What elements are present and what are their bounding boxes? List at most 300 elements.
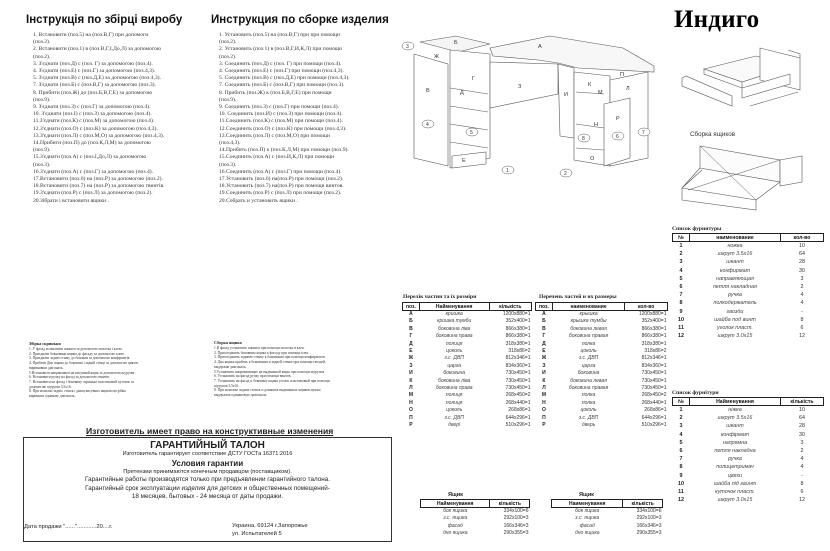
table-cell: 268х440=1 <box>641 399 667 406</box>
table-cell: з.с. ДВП <box>578 355 599 362</box>
column-header: кількість <box>490 500 530 508</box>
table-cell: 4 <box>679 267 683 274</box>
note-line: 4. Дно ящика прибить к боковинам и задней стенке при помощи гвоздей, <box>214 360 326 365</box>
table-cell: 866х380=1 <box>641 333 667 340</box>
note-line: 6. Встановити ручку на фасад за допомогою гвинтів. <box>29 375 110 380</box>
svg-text:2: 2 <box>564 171 567 177</box>
table-cell: З <box>409 362 413 369</box>
table-cell: 292х100=3 <box>503 515 529 522</box>
table-cell: 318х86=2 <box>644 348 667 355</box>
table-cell: 4 <box>800 292 804 299</box>
svg-text:1: 1 <box>506 168 509 174</box>
table-cell: П <box>542 414 546 421</box>
table-cell: И <box>409 370 413 377</box>
instruction-step: 2. Установить (поз.1) в (поз.В,Г,И,К,Л) при помощи <box>219 46 343 53</box>
drawer-assembly-caption: Сборка ящиков <box>690 131 736 138</box>
instruction-step: 4. Соединить (поз.Е) с (поз.Г) при помощи (поз.4,3). <box>219 68 344 75</box>
table-row <box>552 515 663 522</box>
instruction-step: (поз.2). <box>219 53 237 60</box>
table-row <box>536 400 668 407</box>
table-cell: Р <box>542 422 546 429</box>
ru-drawer-notes <box>214 346 330 398</box>
table-cell: шкрут 3.5х16 <box>717 251 753 258</box>
table-cell: 2 <box>800 284 804 291</box>
instruction-step: 8. Прибить (поз.Ж) к (поз.Б,В,Г,Е) при помощи <box>219 89 332 96</box>
column-header: кількість <box>489 303 531 311</box>
table-cell: 10 <box>678 480 684 487</box>
table-row <box>673 472 824 480</box>
table-cell: 12 <box>799 333 805 340</box>
table-cell: 730х450=1 <box>505 385 531 392</box>
table-cell: 3 <box>679 259 683 266</box>
table-row <box>536 415 668 422</box>
table-cell: з.с. ящика <box>575 515 600 522</box>
table-cell: Б <box>542 318 546 325</box>
table-cell: царга <box>581 362 596 369</box>
ru-drawer-table-title: Ящик <box>579 492 594 498</box>
drawer-exploded-diagram <box>672 44 822 119</box>
ru-instructions-steps <box>219 32 350 205</box>
table-row <box>673 439 824 447</box>
table-cell: 318х86=2 <box>508 348 531 355</box>
svg-text:Е: Е <box>462 158 466 164</box>
table-cell: боковина левая <box>570 377 607 384</box>
table-cell: 3 <box>800 275 804 282</box>
ua-parts-title: Перелік частин та їх розміри <box>403 294 477 300</box>
table-cell: полиця <box>445 399 463 406</box>
table-cell: шайба под винт <box>714 316 756 323</box>
table-cell: направляющая <box>716 275 754 282</box>
table-cell: 730х450=1 <box>505 377 531 384</box>
table-cell: 318х380=1 <box>505 340 531 347</box>
table-cell: 10 <box>799 407 805 413</box>
table-row <box>673 332 824 340</box>
svg-text:Л: Л <box>626 86 630 92</box>
instruction-step: 1. Установить (поз.5) на (поз.В,Г) при при помощи <box>219 32 340 38</box>
table-cell: боковина <box>577 370 600 377</box>
table-cell: 6 <box>679 448 683 455</box>
table-cell: боковина ліва <box>438 325 471 332</box>
column-header: кол-во <box>781 234 824 242</box>
instruction-step: 15.Соединить (поз.А) с (поз.И,К,Л) при помощи <box>219 154 335 161</box>
svg-text:А: А <box>538 44 542 50</box>
table-cell: 6 <box>800 325 804 332</box>
column-header: Найменування <box>419 303 489 311</box>
table-row <box>552 508 663 516</box>
table-cell: 2 <box>679 415 683 422</box>
column-header: наименование <box>690 234 781 242</box>
table-cell: Н <box>409 399 413 406</box>
column-header: поз. <box>536 303 553 311</box>
table-cell: полка <box>581 399 596 406</box>
instruction-step: 3. З'єднати (поз.Д) с (поз. Г) за допомогою (поз.4). <box>33 60 153 67</box>
table-row <box>536 311 668 319</box>
brand-title: Индиго <box>674 6 760 33</box>
table-cell: полицетримач <box>716 464 754 471</box>
desk-assembly-diagram <box>398 8 656 178</box>
part-z-shape <box>490 62 558 108</box>
table-row <box>421 515 530 522</box>
table-cell: цоколь <box>446 407 463 414</box>
note-line: шурупов 3,5х16. <box>214 383 240 388</box>
table-cell: 812х346=1 <box>641 355 667 362</box>
note-line: 1. У фасад встановити шканти за допомогою молотка і клею. <box>29 347 123 351</box>
ru-hardware-table <box>672 233 824 340</box>
table-row <box>536 385 668 392</box>
note-line: 6. Установить на фасад ручку при помощи винтов. <box>214 374 292 379</box>
note-line: вирівнявши діагональ. <box>29 365 64 370</box>
warranty-line: Гарантийный срок эксплуатации изделия для детских и общественных помещений- <box>85 484 330 492</box>
ua-drawer-notes-title: Збірка скриньки <box>29 341 61 346</box>
column-header: кол-во <box>625 303 668 311</box>
table-cell: 334х100=6 <box>503 508 529 514</box>
table-cell: царга <box>447 362 462 369</box>
table-row <box>673 250 824 258</box>
column-header: Наименування <box>552 500 623 508</box>
table-row <box>536 318 668 325</box>
table-row <box>673 480 824 488</box>
column-header: кількість <box>623 500 663 508</box>
table-cell: 166х346=3 <box>636 522 662 529</box>
table-cell: боковина права <box>435 333 473 340</box>
table-cell: 8 <box>800 316 804 323</box>
ua-hardware-table <box>672 397 824 504</box>
table-row <box>536 348 668 355</box>
table-cell: О <box>542 407 546 414</box>
table-cell: 5 <box>679 275 683 282</box>
table-cell: 1200х880=1 <box>638 311 667 317</box>
table-cell: 28 <box>799 423 805 430</box>
instruction-step: 9. З'єднати (поз.З) с (поз.Г) за допомогою (поз.4). <box>33 104 151 111</box>
instruction-step: 16.Соединить (поз.А) с (поз.Г) при помощи (поз.4). <box>219 168 342 175</box>
instruction-step: 12.Соединить (поз.О) с (поз.К) при помощи (поз.4,3). <box>219 125 347 132</box>
table-cell: 8 <box>679 300 683 307</box>
note-line: 8. При монтаже задних стенок и донышек выдвижных ящиков нужно <box>214 388 321 393</box>
table-cell: 510х296=1 <box>505 422 531 429</box>
table-row <box>673 414 824 422</box>
table-cell: 2 <box>800 448 804 455</box>
instruction-step: 5. З'єднати (поз.В) с (поз.Д,Е) за допомогою (поз.4,3). <box>33 75 161 82</box>
note-line: 3. Приєднати задню стінку до боковин за допомогою конфірматів. <box>29 356 131 361</box>
instruction-step: 19.Соединить (поз.Р) с (поз.Л) при помощи (поз.2). <box>219 190 342 197</box>
table-cell: шкрут 3.0х15 <box>717 333 753 340</box>
column-header: Найменування <box>690 398 781 406</box>
table-row <box>403 326 532 333</box>
instruction-step: (поз.9). <box>33 147 51 154</box>
table-cell: 644х296=1 <box>505 414 531 421</box>
table-cell: полиця <box>445 340 463 347</box>
note-line: вирівняти однакову діагональ . <box>29 394 77 399</box>
table-cell: 834х360=1 <box>641 362 667 369</box>
warranty-standard: Изготовитель гарантирует соответствие ДСТУ ГОСТа 16371:2016 <box>122 451 293 457</box>
table-cell: Н <box>542 399 546 406</box>
table-cell: А <box>542 311 546 317</box>
instruction-step: 10. З'єднати (поз.І) с (поз.З) за допомогою (поз.4). <box>33 111 152 118</box>
table-row <box>403 415 532 422</box>
table-row <box>673 496 824 504</box>
table-cell: 10 <box>799 243 805 249</box>
column-header: кількість <box>781 398 824 406</box>
table-cell: полка <box>581 392 596 399</box>
table-row <box>673 488 824 496</box>
table-row <box>536 392 668 399</box>
table-cell: Е <box>542 348 546 355</box>
svg-text:К: К <box>588 82 592 88</box>
table-row <box>673 447 824 455</box>
table-cell: Г <box>409 333 413 340</box>
table-cell: 334х100=6 <box>636 508 662 514</box>
table-row <box>673 291 824 299</box>
table-cell: уголок пласт. <box>717 325 753 332</box>
ua-instructions-steps <box>33 32 165 205</box>
note-line: выдержав диагональ. <box>214 364 247 369</box>
table-cell: 1200х880=1 <box>502 311 531 317</box>
part-i-shape <box>558 64 574 138</box>
instruction-step: (поз.9). <box>33 96 51 103</box>
table-row <box>552 523 663 530</box>
table-row <box>403 341 532 348</box>
table-row <box>536 378 668 385</box>
table-cell: 268х86=1 <box>644 407 667 414</box>
instruction-step: 11.Соединить (поз.К) с (поз.М) при помощи (поз.4). <box>219 118 343 125</box>
table-cell: ручка <box>728 456 742 463</box>
table-row <box>403 400 532 407</box>
svg-text:О: О <box>590 156 595 162</box>
table-cell: фасад <box>579 522 595 529</box>
table-cell: полкодержатель <box>713 300 757 307</box>
table-cell: з.с. ящика <box>443 515 468 522</box>
warranty-title: ГАРАНТИЙНЫЙ ТАЛОН <box>150 440 265 451</box>
table-row <box>673 308 824 316</box>
table-cell: 290х355=3 <box>636 530 662 537</box>
table-cell: ручка <box>728 292 742 299</box>
table-cell: 866х380=1 <box>505 333 531 340</box>
table-row <box>673 431 824 439</box>
table-row <box>536 363 668 370</box>
note-line: 7. Установить на фасад и боковину ящика уголок пластиковый при помощи <box>214 378 330 383</box>
ua-hardware-title: Список фурнітури <box>672 390 719 396</box>
instruction-step: 18.Встановити (поз.7) на (поз.Р) за допомогою гвинтів. <box>33 183 165 190</box>
table-row <box>536 333 668 340</box>
note-line: 8. При монтажі задніх стінок і днищ висувних ящиків потрібно <box>29 389 127 394</box>
table-cell: боковина правая <box>568 333 609 340</box>
table-cell: 11 <box>678 489 684 496</box>
ru-parts-title: Перечень частей и их размеры <box>539 294 617 300</box>
table-row <box>536 326 668 333</box>
instruction-step: 4. З'єднати (поз.Е) с (поз.Г) за допомогою (поз.4,3). <box>33 68 156 75</box>
table-cell: 64 <box>799 415 805 422</box>
instruction-step: (поз.4,3). <box>219 140 241 147</box>
table-cell: 11 <box>678 325 684 332</box>
table-row <box>536 407 668 414</box>
ru-instructions-title: Инструкция по сборке изделия <box>211 14 389 26</box>
svg-text:5: 5 <box>470 130 473 136</box>
column-header: поз. <box>403 303 420 311</box>
table-cell: боковина правая <box>568 385 609 392</box>
table-cell: В <box>409 325 413 332</box>
table-row <box>403 311 532 319</box>
table-cell: 9 <box>679 472 683 479</box>
table-row <box>403 363 532 370</box>
svg-text:8: 8 <box>582 136 585 142</box>
table-cell: 12 <box>678 497 684 504</box>
table-cell: кришка тумби <box>437 318 472 325</box>
table-cell: цвяхи <box>727 472 743 479</box>
table-cell: Е <box>409 348 413 355</box>
instruction-step: 14.Прибить (поз.П) к (поз.К,Л,М) при помощи (поз.9). <box>219 147 349 154</box>
table-row <box>403 348 532 355</box>
ru-drawer-table <box>551 499 663 538</box>
svg-text:П: П <box>620 72 624 78</box>
table-row <box>673 299 824 307</box>
table-cell: боковина ліва <box>438 377 471 384</box>
table-cell: 12 <box>678 333 684 340</box>
table-cell: дверь <box>581 422 596 429</box>
table-cell: Р <box>409 422 413 429</box>
instruction-step: 11.З'єднати (поз.К) с (поз.М) за допомогою (поз.4). <box>33 118 155 125</box>
table-cell: цоколь <box>446 348 463 355</box>
manufacturer-address <box>232 522 308 538</box>
table-row <box>673 283 824 291</box>
ua-instructions-title: Інструкція по збірці виробу <box>26 14 183 26</box>
table-cell: Д <box>542 340 546 347</box>
table-cell: конфирмат <box>719 267 751 274</box>
svg-text:6: 6 <box>616 134 619 140</box>
table-cell: 4 <box>800 456 804 463</box>
table-row <box>673 324 824 332</box>
svg-text:М: М <box>598 90 603 96</box>
warranty-conditions-title: Условия гарантии <box>171 458 244 468</box>
svg-text:Р: Р <box>616 116 620 122</box>
table-row <box>403 385 532 392</box>
ua-parts-table <box>402 302 532 430</box>
table-cell: В <box>542 325 546 332</box>
table-cell: И <box>542 370 546 377</box>
svg-text:З: З <box>518 84 522 90</box>
table-cell: 12 <box>799 497 805 504</box>
table-cell: 510х296=1 <box>641 422 667 429</box>
svg-text:4: 4 <box>426 122 429 128</box>
svg-text:Г: Г <box>472 76 475 82</box>
instruction-step: (поз.9). <box>219 96 237 103</box>
table-cell: 292х100=3 <box>636 515 662 522</box>
note-line: 7. Встановити на фасад і боковину скринька пластиковий куточок за <box>29 379 134 384</box>
table-cell: боковина <box>443 370 466 377</box>
instruction-step: (поз.2). <box>33 53 51 60</box>
table-cell: 1 <box>679 407 683 413</box>
note-line: выдержать одинаковую диагональ. <box>214 393 268 398</box>
table-cell: Б <box>409 318 413 325</box>
ru-hardware-title: Список фурнитуры <box>672 226 722 232</box>
table-cell: ніжка <box>728 407 742 413</box>
table-cell: 8 <box>679 464 683 471</box>
table-cell: 28 <box>799 259 805 266</box>
note-line: 5.Встановити направляючі на висувний ящик за допомогою шурупів . <box>29 370 137 375</box>
ru-parts-table <box>535 302 668 430</box>
table-cell: полка <box>581 340 596 347</box>
instruction-step: 8. Прибити (поз.Ж) до (поз.Б,В,Г,Е) за допомогою <box>33 89 153 96</box>
table-row <box>673 242 824 251</box>
table-cell: шкрут 3.0х15 <box>717 497 753 504</box>
drawer-assembly-diagram <box>680 142 820 212</box>
instruction-step: 17.Установить (поз.6) на(поз.Р) при помощи (поз.2). <box>219 176 344 183</box>
svg-text:В: В <box>426 88 430 94</box>
instruction-step: 19.З'єднати (поз.Р) с (поз.Л) за допомогою (поз.2). <box>33 190 153 197</box>
instruction-step: 5. Соединить (поз.В) с (поз.Д,Е) при помощи (поз.4,3). <box>219 75 350 82</box>
note-line: 2. Присоединить боковины ящика к фасаду при помощи клея. <box>214 350 309 355</box>
table-cell: напрямна <box>722 439 748 446</box>
table-cell: Л <box>542 385 546 392</box>
table-cell: шайба під гвинт <box>713 480 757 487</box>
table-cell: М <box>541 392 547 399</box>
instruction-step: 20.Зібрати і встановити ящики . <box>33 197 109 204</box>
table-cell: ножка <box>727 243 743 249</box>
warranty-card <box>23 437 392 542</box>
instruction-step: (поз.3). <box>219 161 237 168</box>
table-row <box>403 422 532 429</box>
table-cell: - <box>801 308 803 315</box>
table-cell: - <box>801 472 803 479</box>
table-row <box>673 455 824 463</box>
table-cell: з.с. ДВП <box>444 355 464 362</box>
table-cell: А <box>409 311 413 317</box>
svg-text:7: 7 <box>642 130 645 136</box>
table-cell: 268х440=1 <box>505 399 531 406</box>
table-cell: 290х355=3 <box>503 530 529 537</box>
table-cell: шкант <box>726 259 744 266</box>
table-row <box>403 378 532 385</box>
instruction-step: 10. Соединить (поз.И) с (поз.З) при помощи (поз.4). <box>219 111 343 118</box>
table-cell: шкант <box>726 423 744 430</box>
table-row <box>673 258 824 266</box>
table-cell: 64 <box>799 251 805 258</box>
table-cell: конфірмат <box>720 431 750 438</box>
note-line: 4. Прибити Дно ящика до боковині і задній стінці за допомогою цвяхів, <box>29 361 139 366</box>
table-cell: 812х346=1 <box>505 355 531 362</box>
table-cell: К <box>409 377 413 384</box>
column-header: наименование <box>552 303 624 311</box>
table-cell: 1 <box>679 243 683 249</box>
table-cell: 352х400=1 <box>641 318 667 325</box>
table-cell: з.с. ДВП <box>444 414 464 421</box>
table-row <box>421 523 530 530</box>
table-cell: 4 <box>800 300 804 307</box>
table-row <box>403 392 532 399</box>
table-cell: цоколь <box>580 348 597 355</box>
table-cell: боковина левая <box>570 325 607 332</box>
instruction-step: 16.З'єднати (поз.А) с (поз.Г) за допомогою (поз.4). <box>33 168 154 175</box>
note-line: 5.Установить направляющие на выдвижной ящик при помощи шурупов . <box>214 369 326 374</box>
table-row <box>403 370 532 377</box>
table-cell: К <box>542 377 546 384</box>
instruction-step: 20.Собрать и установить ящики . <box>219 197 298 204</box>
table-cell: 352х400=1 <box>505 318 531 325</box>
table-row <box>536 341 668 348</box>
table-cell: 30 <box>799 267 805 274</box>
instruction-step: 13.Соединить (поз.Л) с (поз.М,О) при помощи <box>219 132 330 139</box>
table-cell: 9 <box>679 308 683 315</box>
part-v-shape <box>414 54 448 166</box>
instruction-step: 17.Встановити (поз.6) на (поз.Р) за допомогою (поз.2). <box>33 176 163 183</box>
table-row <box>673 316 824 324</box>
warranty-line: Претензии принимаются конечным продавцом (поставщиком). <box>123 468 292 475</box>
table-row <box>421 530 530 537</box>
instruction-step: 7. З'єднати (поз.Б) с (поз.В,Г) за допомогою (поз.3). <box>33 82 156 89</box>
table-row <box>673 406 824 415</box>
instruction-step: 3. Соединить (поз.Д) с (поз. Г) при помощи (поз.4). <box>219 60 342 67</box>
table-cell: бок ящика <box>443 508 468 514</box>
table-cell: О <box>408 407 413 414</box>
